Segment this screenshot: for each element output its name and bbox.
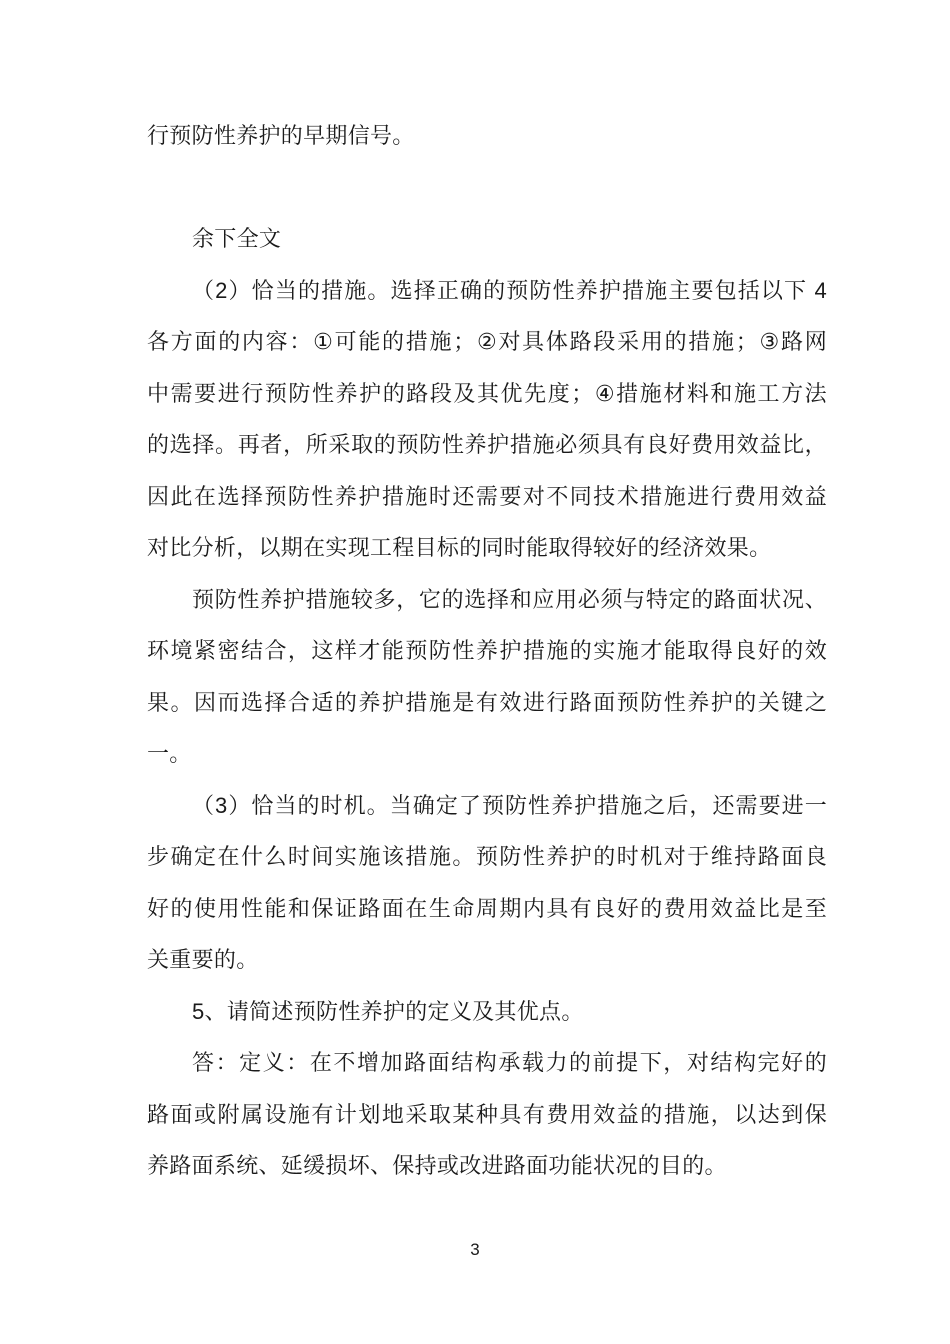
document-body [147,110,827,1192]
text-line: 一。 [147,741,192,766]
text-line: 的选择。再者，所采取的预防性养护措施必须具有良好费用效益比， [147,432,827,457]
text-line: 好的使用性能和保证路面在生命周期内具有良好的费用效益比是至 [147,895,827,921]
blank-line [147,162,827,214]
text-line: 关重要的。 [147,947,259,972]
text-line: 步确定在什么时间实施该措施。预防性养护的时机对于维持路面良 [147,844,827,869]
page-number: 3 [470,1240,480,1259]
text-line: （3）恰当的时机。当确定了预防性养护措施之后，还需要进一 [192,792,827,818]
text-line: 5、请简述预防性养护的定义及其优点。 [192,998,584,1024]
text-line: 中需要进行预防性养护的路段及其优先度；④措施材料和施工方法 [147,380,827,406]
text-line: 果。因而选择合适的养护措施是有效进行路面预防性养护的关键之 [147,689,827,715]
text-line: 预防性养护措施较多，它的选择和应用必须与特定的路面状况、 [192,586,827,612]
text-line: 环境紧密结合，这样才能预防性养护措施的实施才能取得良好的效 [147,638,827,663]
text-line: 因此在选择预防性养护措施时还需要对不同技术措施进行费用效益 [147,483,827,509]
text-line: 余下全文 [192,226,282,251]
text-line: （2）恰当的措施。选择正确的预防性养护措施主要包括以下 4 [192,277,827,303]
text-line: 行预防性养护的早期信号。 [147,123,415,148]
text-line: 对比分析，以期在实现工程目标的同时能取得较好的经济效果。 [147,535,772,560]
text-line: 路面或附属设施有计划地采取某种具有费用效益的措施，以达到保 [147,1101,827,1127]
text-line: 答：定义：在不增加路面结构承载力的前提下，对结构完好的 [192,1050,827,1075]
text-line: 养路面系统、延缓损坏、保持或改进路面功能状况的目的。 [147,1153,727,1178]
text-line: 各方面的内容：①可能的措施；②对具体路段采用的措施；③路网 [147,329,827,354]
